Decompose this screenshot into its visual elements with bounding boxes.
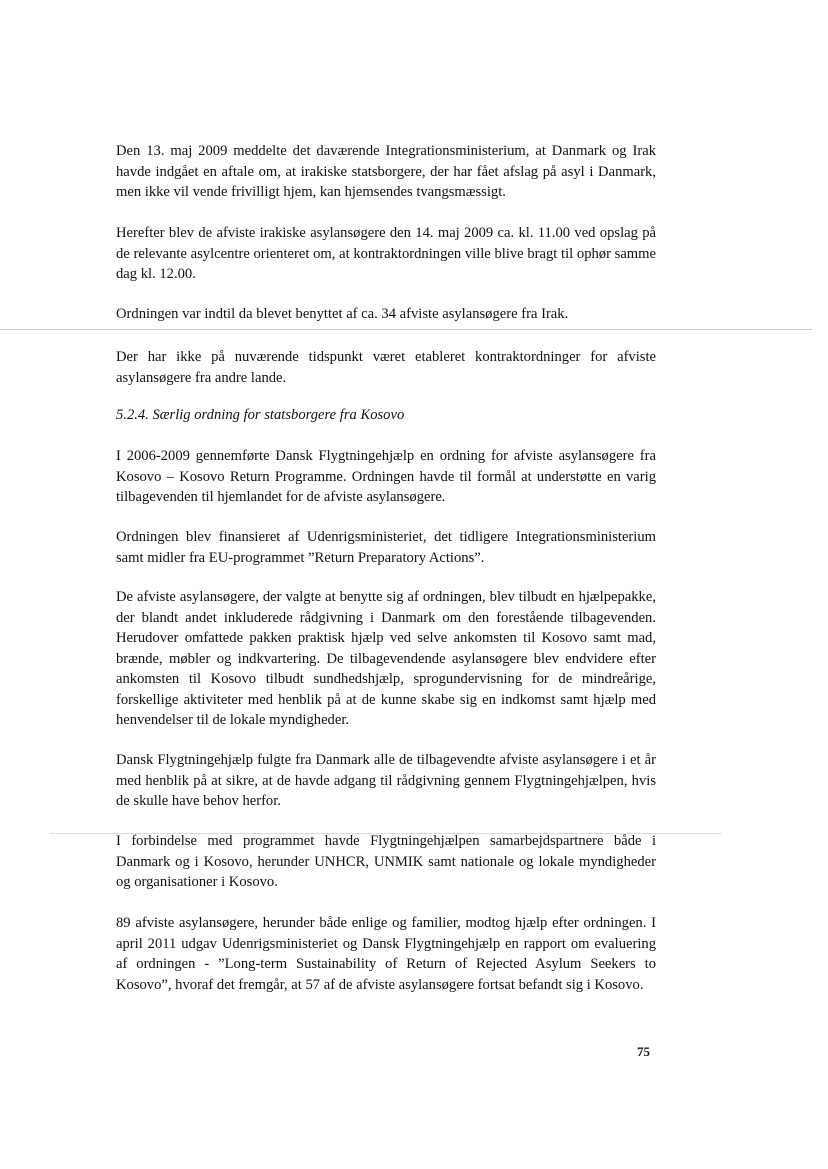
paragraph-other-countries: Der har ikke på nuværende tidspunkt været etableret kontraktordninger for afviste asylansøgere fra andre lande. — [116, 349, 656, 386]
paragraph-kosovo-programme: I 2006-2009 gennemførte Dansk Flygtningehjælp en ordning for afviste asylansøgere fra Kosovo – Kosovo Return Programme. Ordningen havde til formål at understøtte en varig tilbagevenden til hjemlandet for de afviste asylansøgere. — [116, 448, 656, 505]
section-heading: 5.2.4. Særlig ordning for statsborgere fra Kosovo — [116, 407, 405, 423]
paragraph-contract-termination: Herefter blev de afviste irakiske asylansøgere den 14. maj 2009 ca. kl. 11.00 ved opslag på de relevante asylcentre orienteret om, at kontraktordningen ville blive bragt til ophør samme dag kl. 12.00. — [116, 225, 656, 282]
paragraph-assistance-package: De afviste asylansøgere, der valgte at benytte sig af ordningen, blev tilbudt en hjælpepakke, der blandt andet inkluderede rådgivning i Danmark om den forestående tilbagevenden. Herudover omfattede pakken praktisk hjælp ved selve ankomsten til Kosovo samt mad, brænde, møbler og indkvartering. De tilbagevendende asylansøgere blev endvidere efter ankomsten til Kosovo tilbudt sundhedshjælp, sprogundervisning for de mindreårige, forskellige aktiviteter med henblik på at de kunne skabe sig en indkomst samt hjælp med henvendelser til de lokale myndigheder. — [116, 589, 656, 728]
paragraph-financing: Ordningen blev finansieret af Udenrigsministeriet, det tidligere Integrationsministerium samt midler fra EU-programmet ”Return Preparatory Actions”. — [116, 529, 656, 566]
page-number: 75 — [637, 1044, 650, 1059]
paragraph-iraq-agreement: Den 13. maj 2009 meddelte det daværende Integrationsministerium, at Danmark og Irak havde indgået en aftale om, at irakiske statsborgere, der har fået afslag på asyl i Danmark, men ikke vil vende frivilligt hjem, kan hjemsendes tvangsmæssigt. — [116, 143, 656, 200]
paragraph-follow-up: Dansk Flygtningehjælp fulgte fra Danmark alle de tilbagevendte afviste asylansøgere i et år med henblik på at sikre, at de havde adgang til rådgivning gennem Flygtningehjælpen, hvis de skulle have behov herfor. — [116, 752, 656, 809]
scan-divider-line — [0, 329, 812, 330]
paragraph-evaluation: 89 afviste asylansøgere, herunder både enlige og familier, modtog hjælp efter ordningen. I april 2011 udgav Udenrigsministeriet og Dansk Flygtningehjælp en rapport om evaluering af ordningen - ”Long-term Sustainability of Return of Rejected Asylum Seekers to Kosovo”, hvoraf det fremgår, at 57 af de afviste asylansøgere fortsat befandt sig i Kosovo. — [116, 915, 656, 993]
paragraph-partners: I forbindelse med programmet havde Flygtningehjælpen samarbejdspartnere både i Danmark og i Kosovo, herunder UNHCR, UNMIK samt nationale og lokale myndigheder og organisationer i Kosovo. — [116, 833, 656, 890]
paragraph-usage-count: Ordningen var indtil da blevet benyttet af ca. 34 afviste asylansøgere fra Irak. — [116, 306, 569, 322]
